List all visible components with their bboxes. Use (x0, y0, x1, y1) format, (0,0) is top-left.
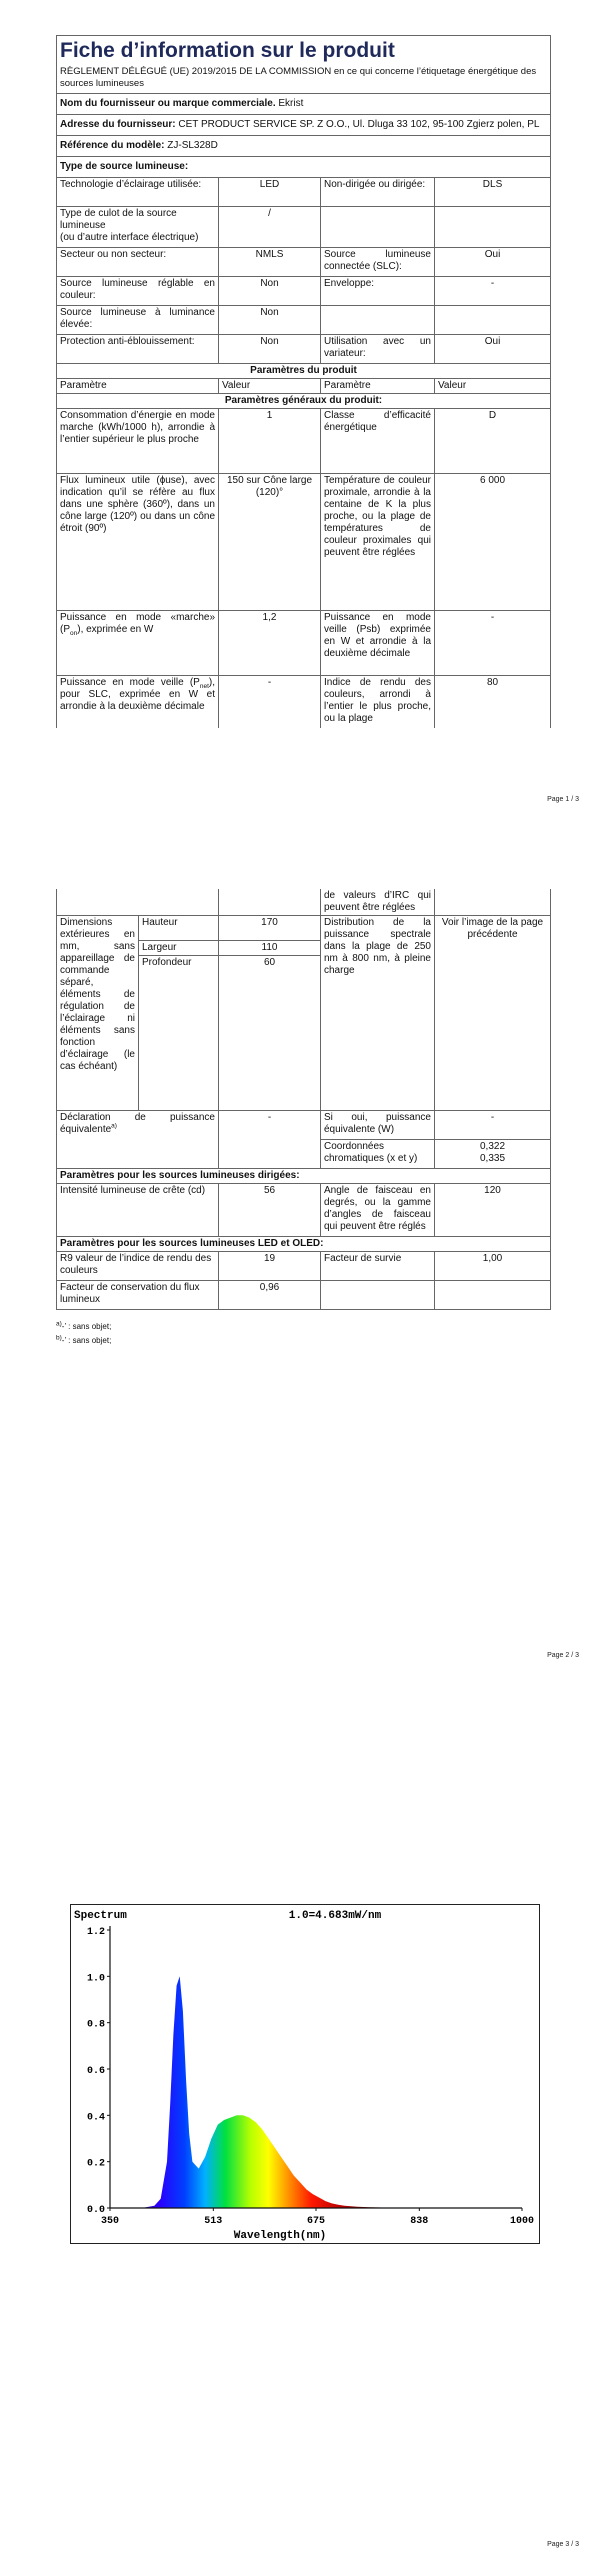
row-label: Source lumineuse à luminance élevée: (57, 306, 219, 335)
chromaticity-value (435, 1140, 551, 1169)
table-row (57, 335, 551, 364)
equivalent-power-value: - (219, 1111, 321, 1169)
dimensions-label: Dimensions extérieures en mm, sans appareillage de commande séparé, éléments de régulation de l’éclairage ni éléments sans fonction d’éclairage (le cas échéant) (57, 916, 139, 1111)
y-tick-label: 0.6 (86, 2066, 105, 2077)
cri-continuation: de valeurs d’IRC qui peuvent être réglées (321, 889, 435, 916)
light-source-type-header: Type de source lumineuse: (57, 157, 551, 178)
column-header-value: Valeur (435, 379, 551, 394)
row-value: 150 sur Cône large (120)° (219, 474, 321, 611)
led-oled-header: Paramètres pour les sources lumineuses LED et OLED: (57, 1237, 551, 1252)
row-label: Type de culot de la source lumineuse (ou d’autre interface électrique) (57, 207, 219, 248)
row-value (435, 207, 551, 248)
spectral-distribution-value: Voir l’image de la page précédente (435, 916, 551, 1111)
dimension-name: Profondeur (139, 956, 219, 1111)
x-axis-label: Wavelength(nm) (233, 2230, 327, 2242)
row-label: Flux lumineux utile (ɸuse), avec indication qu’il se réfère au flux dans une sphère (360º), dans un cône large (120º) ou dans un cône étroit (90º) (57, 474, 219, 611)
table-row (57, 611, 551, 676)
row-label: Technologie d’éclairage utilisée: (57, 178, 219, 207)
peak-intensity-value: 56 (219, 1184, 321, 1237)
row-label: Secteur ou non secteur: (57, 248, 219, 277)
table-row (57, 248, 551, 277)
table-row (57, 916, 551, 941)
regulation-text: RÈGLEMENT DÉLÉGUÉ (UE) 2019/2015 DE LA COMMISSION en ce qui concerne l’étiquetage énergétique des sources lumineuses (60, 66, 537, 89)
page-number: Page 3 / 3 (547, 2541, 579, 2548)
row-value: 1,2 (219, 611, 321, 676)
table-row (57, 1111, 551, 1140)
equivalent-watt-label: Si oui, puissance équivalente (W) (321, 1111, 435, 1140)
row-value: 6 000 (435, 474, 551, 611)
y-tick-label: 1.0 (86, 1973, 105, 1985)
x-tick-label: 350 (100, 2216, 120, 2227)
table-row (57, 474, 551, 611)
general-params-header: Paramètres généraux du produit: (57, 394, 551, 409)
y-tick-label: 0.2 (86, 2158, 105, 2170)
y-tick-label: 0.0 (86, 2205, 105, 2216)
x-tick-label: 513 (204, 2216, 223, 2227)
peak-intensity-label: Intensité lumineuse de crête (cd) (57, 1184, 219, 1237)
table-row (57, 1252, 551, 1281)
row-value: NMLS (219, 248, 321, 277)
table-row (57, 178, 551, 207)
page-number: Page 2 / 3 (547, 1652, 579, 1659)
page-number: Page 1 / 3 (547, 796, 579, 803)
row-label: Enveloppe: (321, 277, 435, 306)
y-tick-label: 0.8 (86, 2019, 105, 2031)
address-value: CET PRODUCT SERVICE SP. Z O.O., Ul. Dluga 33 102, 95-100 Zgierz polen, PL (178, 119, 540, 130)
row-value: D (435, 409, 551, 474)
row-label (321, 306, 435, 335)
row-value: DLS (435, 178, 551, 207)
beam-angle-value: 120 (435, 1184, 551, 1237)
r9-label: R9 valeur de l’indice de rendu des couleurs (57, 1252, 219, 1281)
row-label: Utilisation avec un variateur: (321, 335, 435, 364)
dimension-value: 60 (219, 956, 321, 1111)
row-label: Classe d’efficacité énergétique (321, 409, 435, 474)
product-params-header: Paramètres du produit (57, 364, 551, 379)
chart-title: Spectrum (74, 1910, 127, 1922)
survival-factor-label: Facteur de survie (321, 1252, 435, 1281)
row-value (435, 306, 551, 335)
spectral-distribution-label: Distribution de la puissance spectrale dans la plage de 250 nm à 800 nm, à pleine charge (321, 916, 435, 1111)
y-tick-label: 1.2 (86, 1927, 105, 1938)
equivalent-watt-value: - (435, 1111, 551, 1140)
x-tick-label: 1000 (509, 2216, 535, 2227)
table-row (57, 676, 551, 729)
row-value: - (435, 277, 551, 306)
table-row (57, 1184, 551, 1237)
row-value: Non (219, 335, 321, 364)
page-2 (0, 835, 603, 1678)
page-3 (0, 1678, 603, 2560)
row-label: Puissance en mode veille $(P_{net})$, pour SLC, exprimée en W et arrondie à la deuxième décimale (57, 676, 219, 729)
column-header-param: Paramètre (321, 379, 435, 394)
chromaticity-y: 0,335 (479, 1153, 506, 1164)
table-row (57, 277, 551, 306)
row-label: Température de couleur proximale, arrondie à la centaine de K la plus proche, ou la plage de températures de couleur proximales qui peuvent être réglées (321, 474, 435, 611)
x-tick-label: 675 (306, 2216, 326, 2227)
dimension-name: Largeur (139, 941, 219, 956)
column-header-param: Paramètre (57, 379, 219, 394)
dimension-value: 170 (219, 916, 321, 941)
model-value: ZJ-SL328D (167, 140, 218, 151)
row-label (321, 207, 435, 248)
row-label: Indice de rendu des couleurs, arrondi à l’entier le plus proche, ou la plage (321, 676, 435, 729)
address-label: Adresse du fournisseur: (60, 119, 176, 130)
row-label: Puissance en mode veille (Psb) exprimée en W et arrondie à la deuxième décimale (321, 611, 435, 676)
spectrum-chart (70, 1904, 540, 2244)
equivalent-power-label: Déclaration de puissance équivalente$^{a)}$ (57, 1111, 219, 1169)
supplier-label: Nom du fournisseur ou marque commerciale. (60, 98, 276, 109)
footnote-b: $^{b)}$-’ : sans objet; (56, 1334, 112, 1345)
row-value: Non (219, 277, 321, 306)
y-tick-label: 0.4 (86, 2112, 105, 2124)
chromaticity-x: 0,322 (479, 1141, 506, 1152)
beam-angle-label: Angle de faisceau en degrés, ou la gamme d’angles de faisceau qui peuvent être réglés (321, 1184, 435, 1237)
row-value: - (435, 611, 551, 676)
x-tick-label: 838 (410, 2216, 429, 2227)
dimension-name: Hauteur (139, 916, 219, 941)
row-value: 80 (435, 676, 551, 729)
table-row (57, 1281, 551, 1310)
table-row (57, 889, 551, 916)
flux-maintenance-label: Facteur de conservation du flux lumineux (57, 1281, 219, 1310)
row-value: Non (219, 306, 321, 335)
page-1 (0, 0, 603, 835)
row-label: Protection anti-éblouissement: (57, 335, 219, 364)
row-label: Source lumineuse réglable en couleur: (57, 277, 219, 306)
footnotes (56, 1320, 111, 1348)
row-label: Consommation d’énergie en mode marche (kWh/1000 h), arrondie à l’entier supérieur le plus proche (57, 409, 219, 474)
footnote-a: $^{a)}$-’ : sans objet; (56, 1320, 112, 1331)
table-row (57, 207, 551, 248)
row-label: Non-dirigée ou dirigée: (321, 178, 435, 207)
product-info-table-part-1 (56, 35, 551, 728)
chromaticity-label: Coordonnées chromatiques (x et y) (321, 1140, 435, 1169)
survival-factor-value: 1,00 (435, 1252, 551, 1281)
row-value: - (219, 676, 321, 729)
product-info-table-part-2 (56, 889, 551, 1310)
row-value: 1 (219, 409, 321, 474)
row-label: Puissance en mode «marche» $(P_{on})$, exprimée en W (57, 611, 219, 676)
directed-sources-header: Paramètres pour les sources lumineuses dirigées: (57, 1169, 551, 1184)
row-value: Oui (435, 335, 551, 364)
row-label: Source lumineuse connectée (SLC): (321, 248, 435, 277)
dimension-value: 110 (219, 941, 321, 956)
flux-maintenance-value: 0,96 (219, 1281, 321, 1310)
row-value: Oui (435, 248, 551, 277)
column-header-value: Valeur (219, 379, 321, 394)
row-value: / (219, 207, 321, 248)
table-row (57, 409, 551, 474)
row-value: LED (219, 178, 321, 207)
supplier-value: Ekrist (278, 98, 304, 109)
chart-annotation: 1.0=4.683mW/nm (288, 1910, 382, 1922)
page-title: Fiche d’information sur le produit (60, 39, 395, 62)
model-label: Référence du modèle: (60, 140, 165, 151)
r9-value: 19 (219, 1252, 321, 1281)
table-row (57, 306, 551, 335)
